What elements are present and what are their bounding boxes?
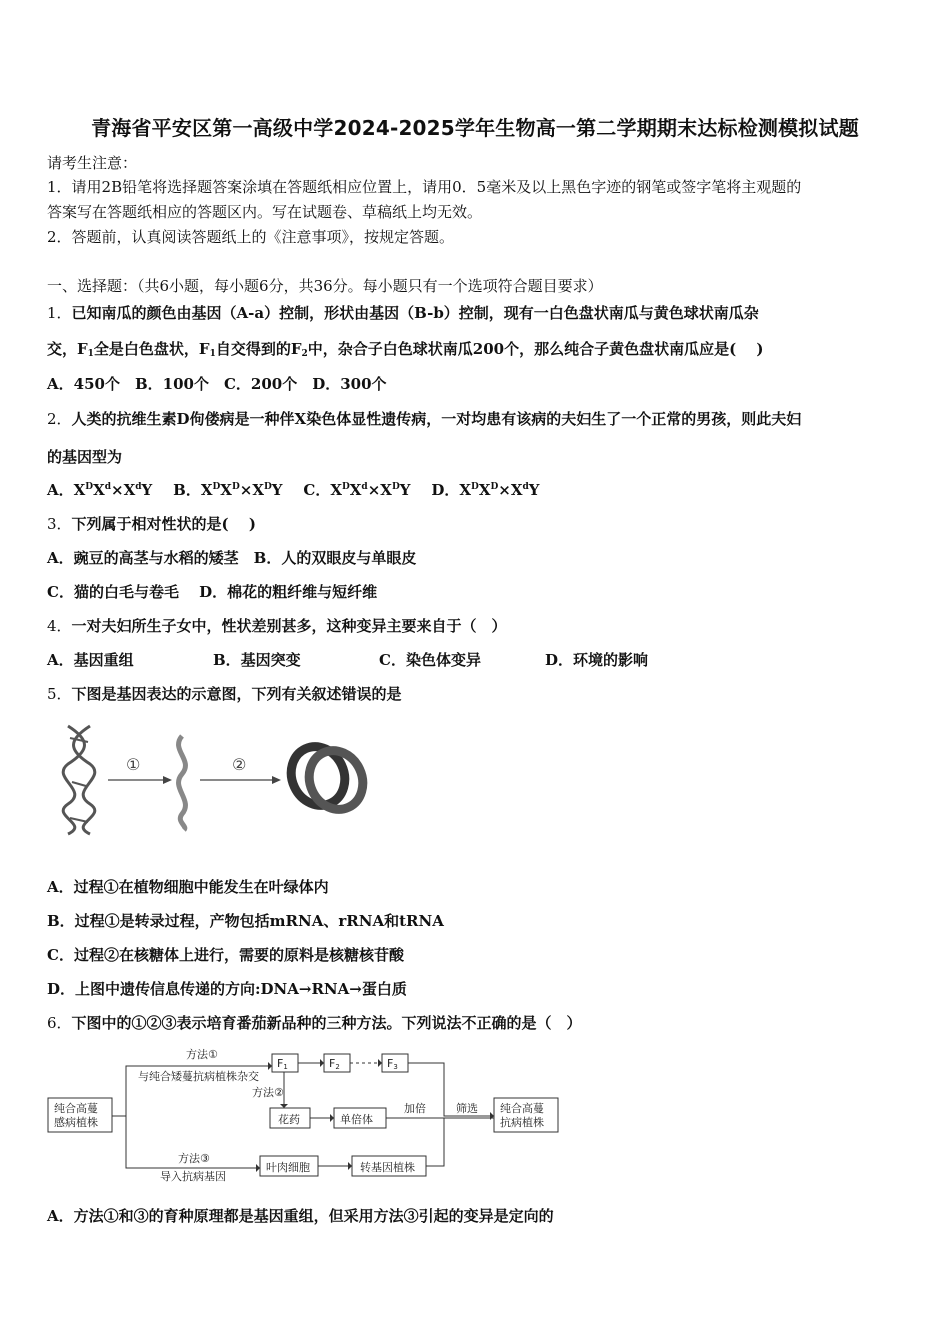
q3-stem: 3．下列属于相对性状的是( ) xyxy=(47,515,256,533)
start-plant-line1: 纯合高蔓 xyxy=(54,1102,98,1115)
section-heading: 一、选择题：（共6小题，每小题6分，共36分。每小题只有一个选项符合题目要求） xyxy=(47,277,603,295)
step1-label: ① xyxy=(126,755,141,774)
q4-option-b: B．基因突变 xyxy=(213,651,301,669)
q6-stem: 6．下图中的①②③表示培育番茄新品种的三种方法。下列说法不正确的是（ ） xyxy=(47,1014,582,1032)
q2-options xyxy=(47,479,910,501)
q1-number: 1． xyxy=(47,304,72,322)
q5-stem: 5．下图是基因表达的示意图，下列有关叙述错误的是 xyxy=(47,685,402,703)
q2-option-b: B．$X^DX^D\times X^DY$ xyxy=(173,481,283,499)
q2-stem-line2: 的基因型为 xyxy=(47,448,123,466)
q5-option-b: B．过程①是转录过程，产物包括mRNA、rRNA和tRNA xyxy=(47,912,444,930)
method3-label: 方法③ xyxy=(178,1152,210,1165)
q2-option-d: D．$X^DX^D\times X^dY$ xyxy=(431,481,540,499)
pollen-box: 花药 xyxy=(278,1113,300,1126)
f2-box: F2 xyxy=(329,1057,340,1071)
notice-line-2: 答案写在答题纸相应的答题区内。写在试题卷、草稿纸上均无效。 xyxy=(47,203,483,221)
double-label: 加倍 xyxy=(404,1102,426,1115)
protein-coil-icon xyxy=(282,738,372,818)
method3-desc: 导入抗病基因 xyxy=(160,1170,226,1183)
notice-line-1: 1．请用2B铅笔将选择题答案涂填在答题纸相应位置上，请用0．5毫米及以上黑色字迹的钢笔或签字笔将主观题的 xyxy=(47,178,802,196)
step2-label: ② xyxy=(232,755,247,774)
q3-options-row2: C．猫的白毛与卷毛 D．棉花的粗纤维与短纤维 xyxy=(47,583,378,601)
page-title: 青海省平安区第一高级中学2024-2025学年生物高一第二学期期末达标检测模拟试题 xyxy=(91,116,859,140)
start-plant-line2: 感病植株 xyxy=(54,1116,98,1129)
q4-option-d: D．环境的影响 xyxy=(545,651,649,669)
method1-desc: 与纯合矮蔓抗病植株杂交 xyxy=(138,1070,259,1083)
end-plant-line2: 抗病植株 xyxy=(500,1116,544,1129)
mrna-strand-icon xyxy=(179,736,186,830)
q6-option-a: A．方法①和③的育种原理都是基因重组，但采用方法③引起的变异是定向的 xyxy=(47,1207,554,1225)
transgenic-box: 转基因植株 xyxy=(360,1161,415,1174)
method1-label: 方法① xyxy=(186,1048,218,1061)
end-plant-line1: 纯合高蔓 xyxy=(500,1102,544,1115)
notice-line-3: 2．答题前，认真阅读答题纸上的《注意事项》，按规定答题。 xyxy=(47,228,455,246)
q2-option-c: C．$X^DX^d\times X^DY$ xyxy=(303,481,411,499)
q4-option-c: C．染色体变异 xyxy=(379,651,481,669)
q5-option-a: A．过程①在植物细胞中能发生在叶绿体内 xyxy=(47,878,329,896)
haploid-box: 单倍体 xyxy=(340,1113,373,1126)
breeding-methods-diagram xyxy=(44,1046,564,1186)
gene-expression-figure xyxy=(60,718,380,838)
q3-options-row1: A．豌豆的高茎与水稻的矮茎 B．人的双眼皮与单眼皮 xyxy=(47,549,417,567)
q4-option-a: A．基因重组 xyxy=(47,651,134,669)
q1-options: A．450个 B．100个 C．200个 D．300个 xyxy=(47,375,387,393)
f3-box: F3 xyxy=(387,1057,398,1071)
q5-option-c: C．过程②在核糖体上进行，需要的原料是核糖核苷酸 xyxy=(47,946,404,964)
q2-option-a: A．$X^DX^d\times X^dY$ xyxy=(47,481,153,499)
f1-box: F1 xyxy=(277,1057,288,1071)
select-label: 筛选 xyxy=(456,1102,478,1115)
q2-stem-line1: 2．人类的抗维生素D佝偻病是一种伴X染色体显性遗传病，一对均患有该病的夫妇生了一个正常的男孩，则此夫妇 xyxy=(47,410,802,428)
method2-label: 方法② xyxy=(252,1086,284,1099)
q4-stem: 4．一对夫妇所生子女中，性状差别甚多，这种变异主要来自于（ ） xyxy=(47,617,507,635)
leaf-cell-box: 叶肉细胞 xyxy=(266,1161,310,1174)
q1-stem-line2: 交，$F_1$全是白色盘状，$F_1$自交得到的$F_2$中，杂合子白色球状南瓜200个，那么纯合子黄色盘状南瓜应是( ) xyxy=(47,340,764,359)
dna-double-helix-icon xyxy=(63,726,95,834)
q1-stem-line1: 1．已知南瓜的颜色由基因（A-a）控制，形状由基因（B-b）控制，现有一白色盘状南瓜与黄色球状南瓜杂 xyxy=(47,304,759,322)
q4-options xyxy=(47,649,910,671)
notice-heading: 请考生注意： xyxy=(47,154,138,172)
q5-option-d: D．上图中遗传信息传递的方向:DNA→RNA→蛋白质 xyxy=(47,980,407,998)
